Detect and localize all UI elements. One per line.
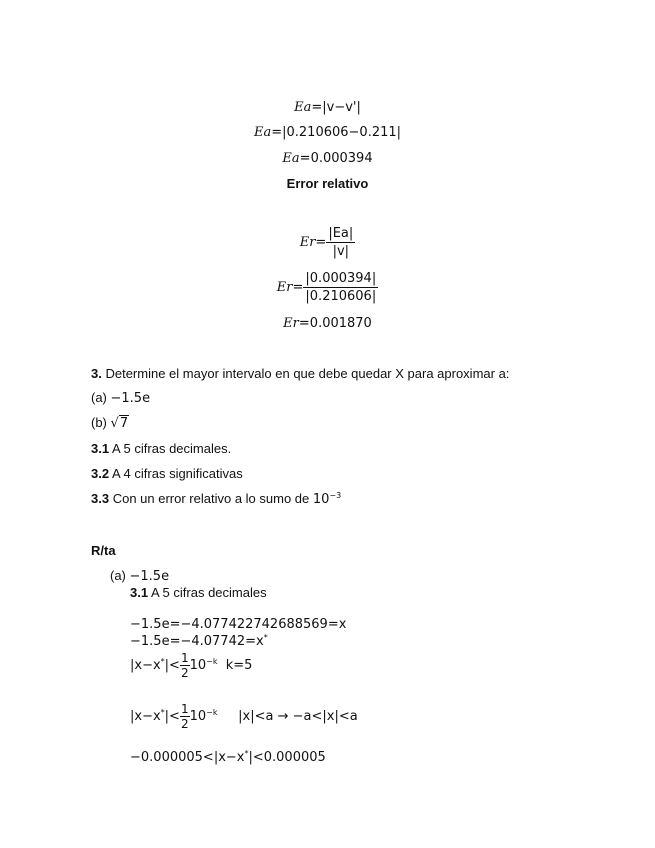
- subproblem-3-3: [91, 491, 341, 507]
- eq-ea-definition: Ea=|v−v'|: [294, 100, 361, 115]
- ineq-op: |<: [164, 709, 180, 724]
- ineq-right: |<0.000005: [248, 750, 326, 765]
- answer-line-1: −1.5e=−4.077422742688569=x: [130, 617, 347, 632]
- numerator: |0.000394|: [305, 271, 377, 286]
- fraction: [303, 272, 378, 303]
- denominator: |v|: [332, 244, 350, 259]
- eq-er-values: Er= $\frac{|0.000394|}{|0.210606|}$: [276, 271, 377, 304]
- subproblem-3-1: [91, 441, 231, 456]
- ineq-left: |x−x: [130, 709, 161, 724]
- problem-item-a: [91, 390, 150, 406]
- item-expression: [111, 391, 151, 406]
- answer-label: R/ta: [91, 543, 116, 558]
- sub-text: Con un error relativo a lo sumo de: [112, 491, 310, 506]
- power-exponent: −3: [329, 491, 342, 500]
- eq-rhs: 0.001870: [309, 316, 372, 331]
- eq-lhs: Ea: [294, 100, 312, 115]
- problem-text: Determine el mayor intervalo en que debe quedar X para aproximar a:: [105, 366, 510, 381]
- abs-inequality: |x|<a: [238, 709, 274, 724]
- line-text: −1.5e=−4.07742=x: [130, 634, 264, 649]
- ineq-op: |<: [164, 658, 180, 673]
- eq-er-definition: Er= $\frac{|Ea|}{|v|}$: [299, 226, 354, 259]
- denominator: 2: [180, 717, 189, 731]
- fraction: [180, 703, 190, 730]
- sub-number: 3.1: [91, 441, 110, 456]
- sub-text: A 4 cifras significativas: [111, 466, 243, 481]
- numerator: 1: [180, 702, 189, 716]
- problem-number: 3.: [91, 366, 102, 381]
- eq-rhs: |0.210606−0.211|: [282, 125, 402, 140]
- superscript: *: [263, 633, 268, 642]
- numerator: 1: [180, 651, 189, 665]
- superscript: *: [244, 749, 249, 758]
- inequality-2: [130, 703, 358, 730]
- inequality-1: [130, 652, 252, 679]
- ineq-left: −0.000005<|x−x: [130, 750, 245, 765]
- sub-text: A 5 cifras decimales: [150, 585, 267, 600]
- power-exponent: −k: [206, 657, 218, 666]
- k-value: k=5: [225, 658, 253, 673]
- answer-item-a: [110, 568, 169, 584]
- sub-text: A 5 cifras decimales.: [111, 441, 232, 456]
- eq-er-result: Er=0.001870: [283, 316, 372, 331]
- superscript: *: [160, 708, 165, 717]
- eq-rhs: |v−v'|: [322, 100, 361, 115]
- item-expression: −1.5e: [129, 569, 170, 584]
- item-label: (a): [110, 568, 126, 583]
- eq-rhs: 0.000394: [310, 151, 373, 166]
- eq-lhs: Er: [283, 316, 299, 331]
- sub-number: 3.1: [130, 585, 149, 600]
- denominator: 2: [180, 666, 189, 680]
- final-inequality: [130, 749, 326, 765]
- eq-lhs: Ea: [282, 151, 300, 166]
- problem-statement: [91, 366, 509, 381]
- power-base: 10: [312, 492, 330, 507]
- radicand: 7: [119, 416, 129, 431]
- superscript: *: [160, 657, 165, 666]
- fraction: [326, 227, 355, 258]
- sub-number: 3.3: [91, 491, 110, 506]
- section-heading: Error relativo: [286, 176, 369, 191]
- ineq-left: |x−x: [130, 658, 161, 673]
- sqrt-expression: √7: [110, 416, 129, 431]
- abs-inequality-expanded: −a<|x|<a: [292, 709, 358, 724]
- problem-item-b: [91, 415, 129, 431]
- eq-lhs: Er: [276, 280, 293, 295]
- power-exponent: −k: [206, 708, 218, 717]
- sub-number: 3.2: [91, 466, 110, 481]
- right-arrow-icon: →: [277, 709, 289, 724]
- eq-lhs: Er: [299, 235, 316, 250]
- power-base: 10: [189, 709, 207, 724]
- expr-text: −1.5e: [110, 391, 151, 406]
- subproblem-3-2: [91, 466, 243, 481]
- eq-ea-result: Ea=0.000394: [282, 151, 373, 166]
- fraction: [180, 652, 190, 679]
- item-label: (b): [91, 415, 107, 430]
- power-base: 10: [189, 658, 207, 673]
- eq-ea-values: Ea=|0.210606−0.211|: [253, 125, 402, 140]
- eq-lhs: Ea: [253, 125, 272, 140]
- numerator: |Ea|: [328, 226, 354, 241]
- answer-subproblem: [130, 585, 267, 600]
- power-expression: [313, 492, 341, 507]
- answer-line-2: [130, 633, 268, 649]
- item-label: (a): [91, 390, 107, 405]
- denominator: |0.210606|: [305, 289, 377, 304]
